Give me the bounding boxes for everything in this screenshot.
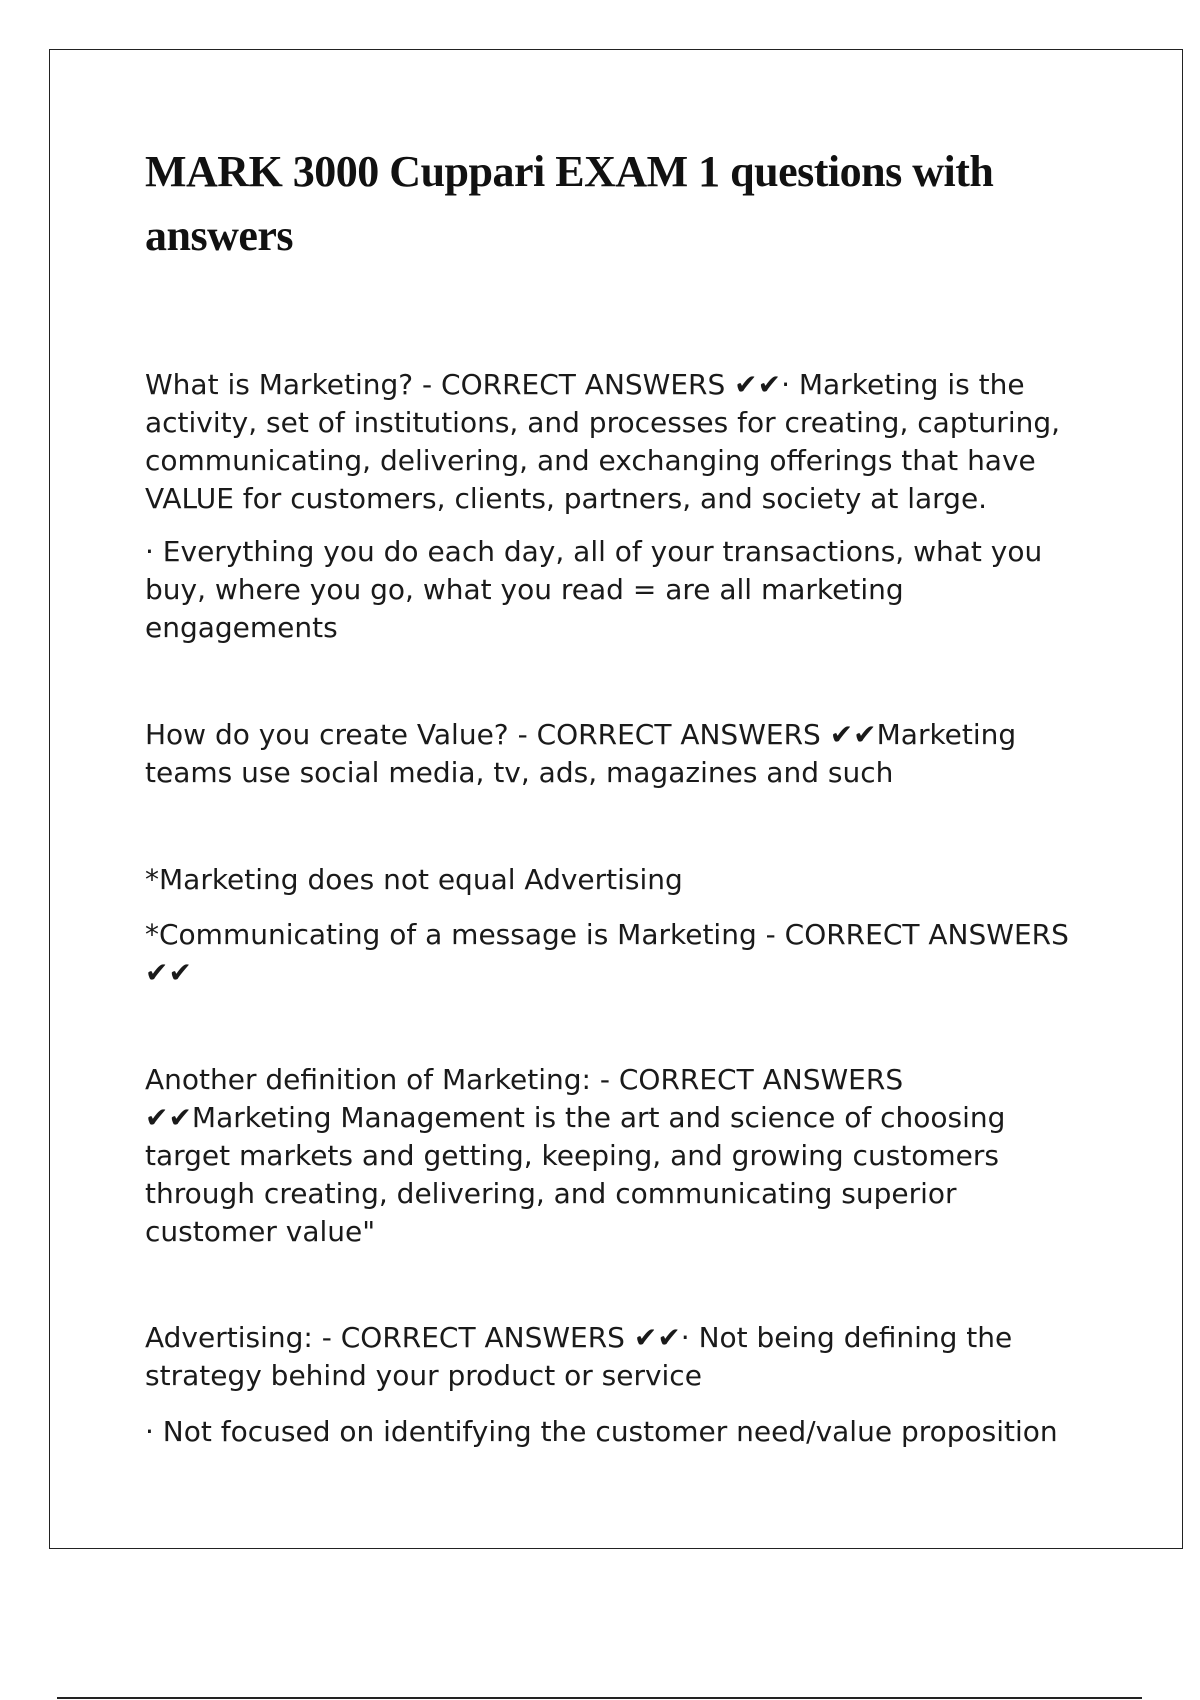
paragraph-everything-you-do: · Everything you do each day, all of your transactions, what you buy, where you go, what you read = are all marketing engagements <box>145 535 1043 644</box>
paragraph-another-definition: Another definition of Marketing: - CORRECT ANSWERS ✔✔Marketing Management is the art and science of choosing target markets and getting, keeping, and growing customers through creating, delivering, and communicating superior customer value" <box>145 1063 1006 1248</box>
footer-rule <box>57 1697 1142 1699</box>
paragraph-not-advertising: *Marketing does not equal Advertising <box>145 863 683 896</box>
document-header <box>145 140 1095 268</box>
paragraph-not-focused: · Not focused on identifying the customer need/value proposition <box>145 1415 1058 1448</box>
paragraph-communicating-message: *Communicating of a message is Marketing - CORRECT ANSWERS ✔✔ <box>145 918 1069 989</box>
paragraph-advertising: Advertising: - CORRECT ANSWERS ✔✔· Not being defining the strategy behind your product or service <box>145 1321 1013 1392</box>
paragraph-create-value: How do you create Value? - CORRECT ANSWERS ✔✔Marketing teams use social media, tv, ads, magazines and such <box>145 718 1017 789</box>
paragraph-what-is-marketing: What is Marketing? - CORRECT ANSWERS ✔✔· Marketing is the activity, set of institutions, and processes for creating, capturing, communicating, delivering, and exchanging offerings that have VALUE for customers, clients, partners, and society at large. <box>145 368 1061 515</box>
document-title: MARK 3000 Cuppari EXAM 1 questions with answers <box>145 147 994 260</box>
